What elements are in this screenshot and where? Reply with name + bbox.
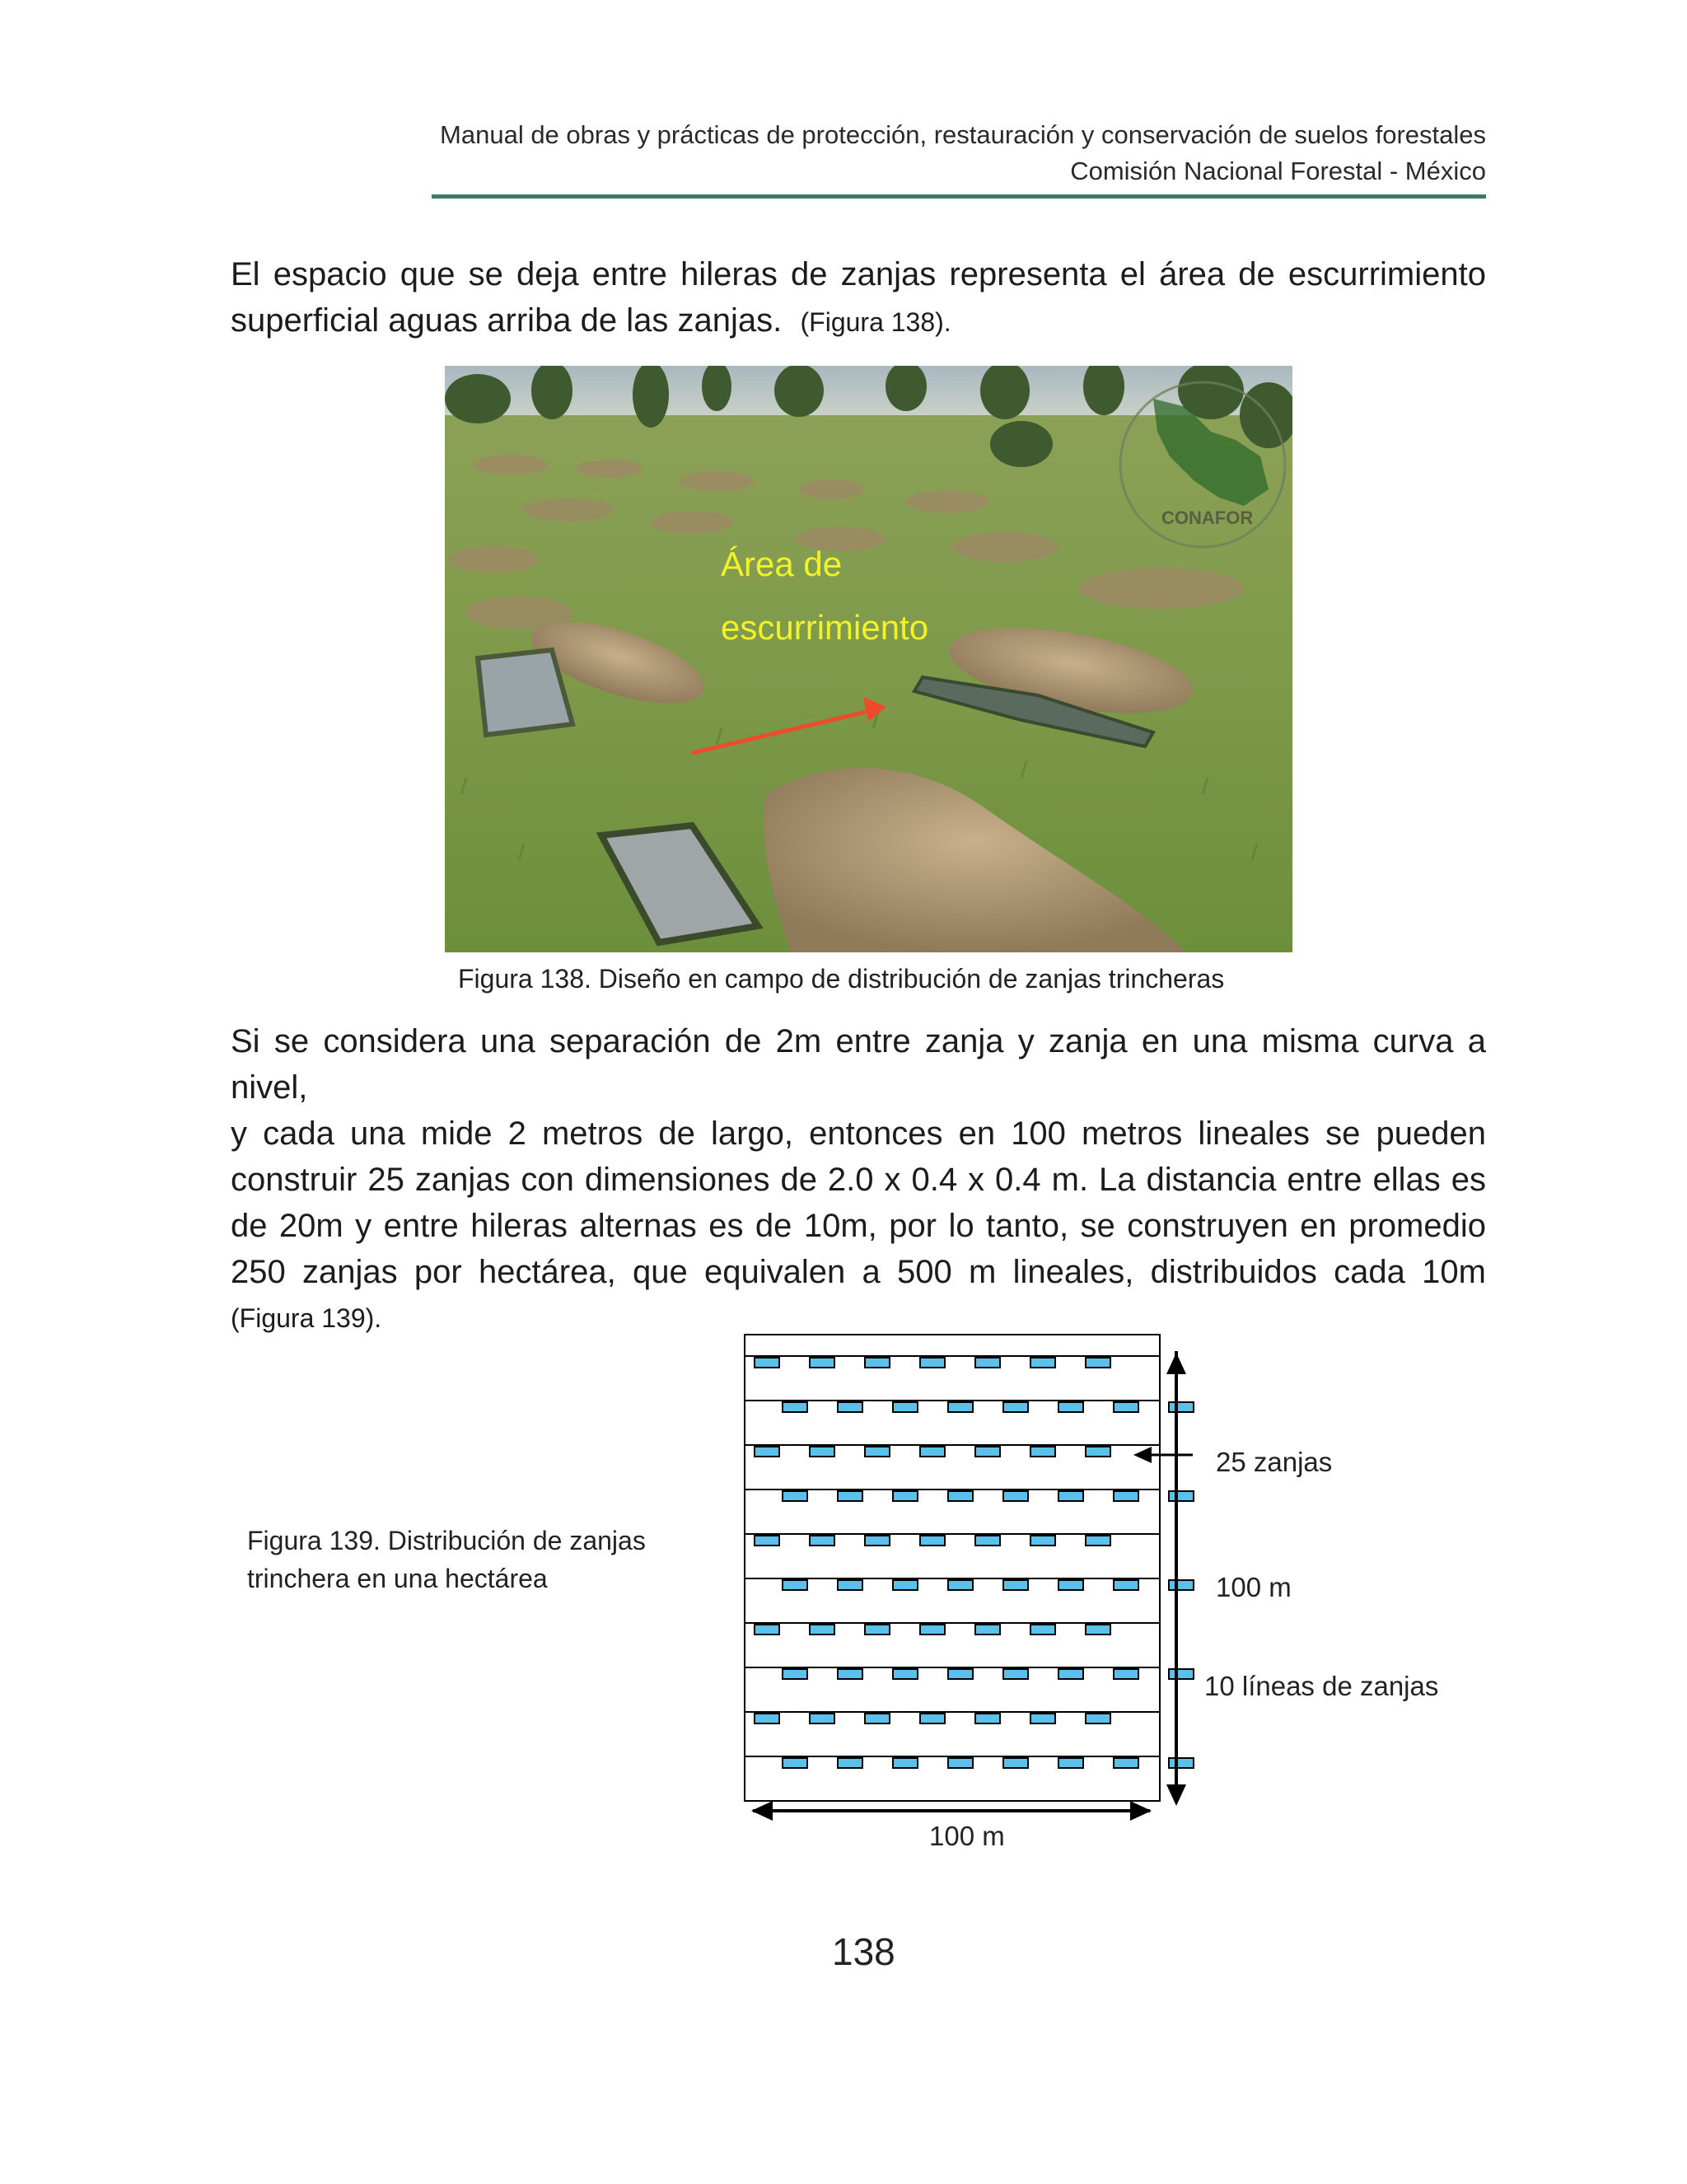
trench [1086,1536,1110,1546]
body-line-2: y cada una mide 2 metros de largo, entonces en 100 metros lineales se pueden [231,1115,1486,1152]
trench [783,1669,807,1679]
figure-139-caption-line-2: trinchera en una hectárea [247,1564,548,1593]
figure-138-ref: (Figura 138). [800,307,951,337]
figure-139-caption-line-1: Figura 139. Distribución de zanjas [247,1526,646,1555]
trench [838,1580,862,1590]
trench [975,1714,1000,1723]
header-institution: Comisión Nacional Forestal - México [1070,157,1486,185]
trench [975,1358,1000,1368]
trench [1003,1402,1028,1412]
trench [1058,1758,1083,1768]
trench [1086,1714,1110,1723]
hectare-grid [745,1335,1194,1801]
trench [838,1669,862,1679]
trench [1003,1580,1028,1590]
trench [783,1491,807,1501]
trench [810,1358,834,1368]
header-rule [432,194,1486,199]
label-25-zanjas: 25 zanjas [1216,1447,1333,1477]
trench [948,1669,973,1679]
trench [920,1447,945,1457]
trench [783,1580,807,1590]
trench [948,1758,973,1768]
trench [893,1669,918,1679]
trench [838,1491,862,1501]
trench [893,1402,918,1412]
trench [838,1758,862,1768]
label-100m-bottom: 100 m [929,1821,1005,1851]
trench [1030,1358,1055,1368]
trench [755,1358,779,1368]
trench [920,1625,945,1634]
intro-line-2-text: superficial aguas arriba de las zanjas. [231,302,783,339]
header-manual-title: Manual de obras y prácticas de protección, restauración y conservación de suelos forestales [440,120,1486,149]
trench [865,1714,890,1723]
trench [810,1714,834,1723]
figure-138-photo [445,366,1292,952]
watermark-text: CONAFOR [1161,507,1254,528]
trench [1169,1669,1194,1679]
figure-139-ref: (Figura 139). [231,1303,382,1333]
trench [1086,1358,1110,1368]
vertical-dimension-arrow [1166,1351,1186,1806]
figure-139-diagram [725,1318,1483,1862]
trench [1058,1580,1083,1590]
field-photo-illustration [445,366,1292,952]
trench [975,1625,1000,1634]
overlay-area-de: Área de [721,545,843,583]
body-line-5: 250 zanjas por hectárea, que equivalen a 500 m lineales, distribuidos cada 10m [231,1254,1486,1290]
label-100m-right: 100 m [1216,1572,1292,1602]
trench [1030,1714,1055,1723]
trench [893,1758,918,1768]
body-line-4: de 20m y entre hileras alternas es de 10m, por lo tanto, se construyen en promedio [231,1208,1486,1244]
label-10-lineas: 10 líneas de zanjas [1204,1671,1439,1701]
trench [865,1625,890,1634]
trench [755,1714,779,1723]
body-line-1: Si se considera una separación de 2m entre zanja y zanja en una misma curva a nivel, [231,1023,1486,1106]
trench [838,1402,862,1412]
trench [810,1447,834,1457]
trench [1114,1669,1138,1679]
trench [1058,1402,1083,1412]
trench [1114,1491,1138,1501]
zanjas-pointer-arrow [1133,1447,1193,1463]
trench [920,1536,945,1546]
trench [948,1491,973,1501]
trench [920,1358,945,1368]
trench [865,1447,890,1457]
trench [1086,1447,1110,1457]
trench [1058,1669,1083,1679]
trench [948,1580,973,1590]
trench [1086,1625,1110,1634]
trench [1169,1580,1194,1590]
intro-line-2 [231,297,1486,345]
trench [893,1491,918,1501]
trench [865,1358,890,1368]
page-number: 138 [832,1930,895,1973]
trench [975,1447,1000,1457]
overlay-escurrimiento: escurrimiento [721,608,929,647]
horizontal-dimension-arrow [751,1801,1152,1821]
trench [810,1625,834,1634]
figure-138-caption: Figura 138. Diseño en campo de distribución de zanjas trincheras [458,964,1225,994]
trench [920,1714,945,1723]
trench [755,1536,779,1546]
trench [865,1536,890,1546]
trench [1030,1536,1055,1546]
trench [1169,1491,1194,1501]
trench [1030,1447,1055,1457]
trench [1030,1625,1055,1634]
trench [893,1580,918,1590]
trench [1114,1580,1138,1590]
trench [1003,1491,1028,1501]
trench [1114,1758,1138,1768]
trench [783,1402,807,1412]
body-line-3: construir 25 zanjas con dimensiones de 2.0 x 0.4 x 0.4 m. La distancia entre ellas es [231,1162,1486,1198]
trench [755,1625,779,1634]
trench [975,1536,1000,1546]
trench [1169,1402,1194,1412]
trench [810,1536,834,1546]
trench [1003,1669,1028,1679]
trench [1003,1758,1028,1768]
trench [1169,1758,1194,1768]
trench [1058,1491,1083,1501]
trench [783,1758,807,1768]
intro-line-1: El espacio que se deja entre hileras de zanjas representa el área de escurrimiento [231,256,1486,292]
trench [755,1447,779,1457]
intro-paragraph [231,251,1486,345]
trench [1114,1402,1138,1412]
body-paragraph [231,1018,1486,1341]
trench [948,1402,973,1412]
